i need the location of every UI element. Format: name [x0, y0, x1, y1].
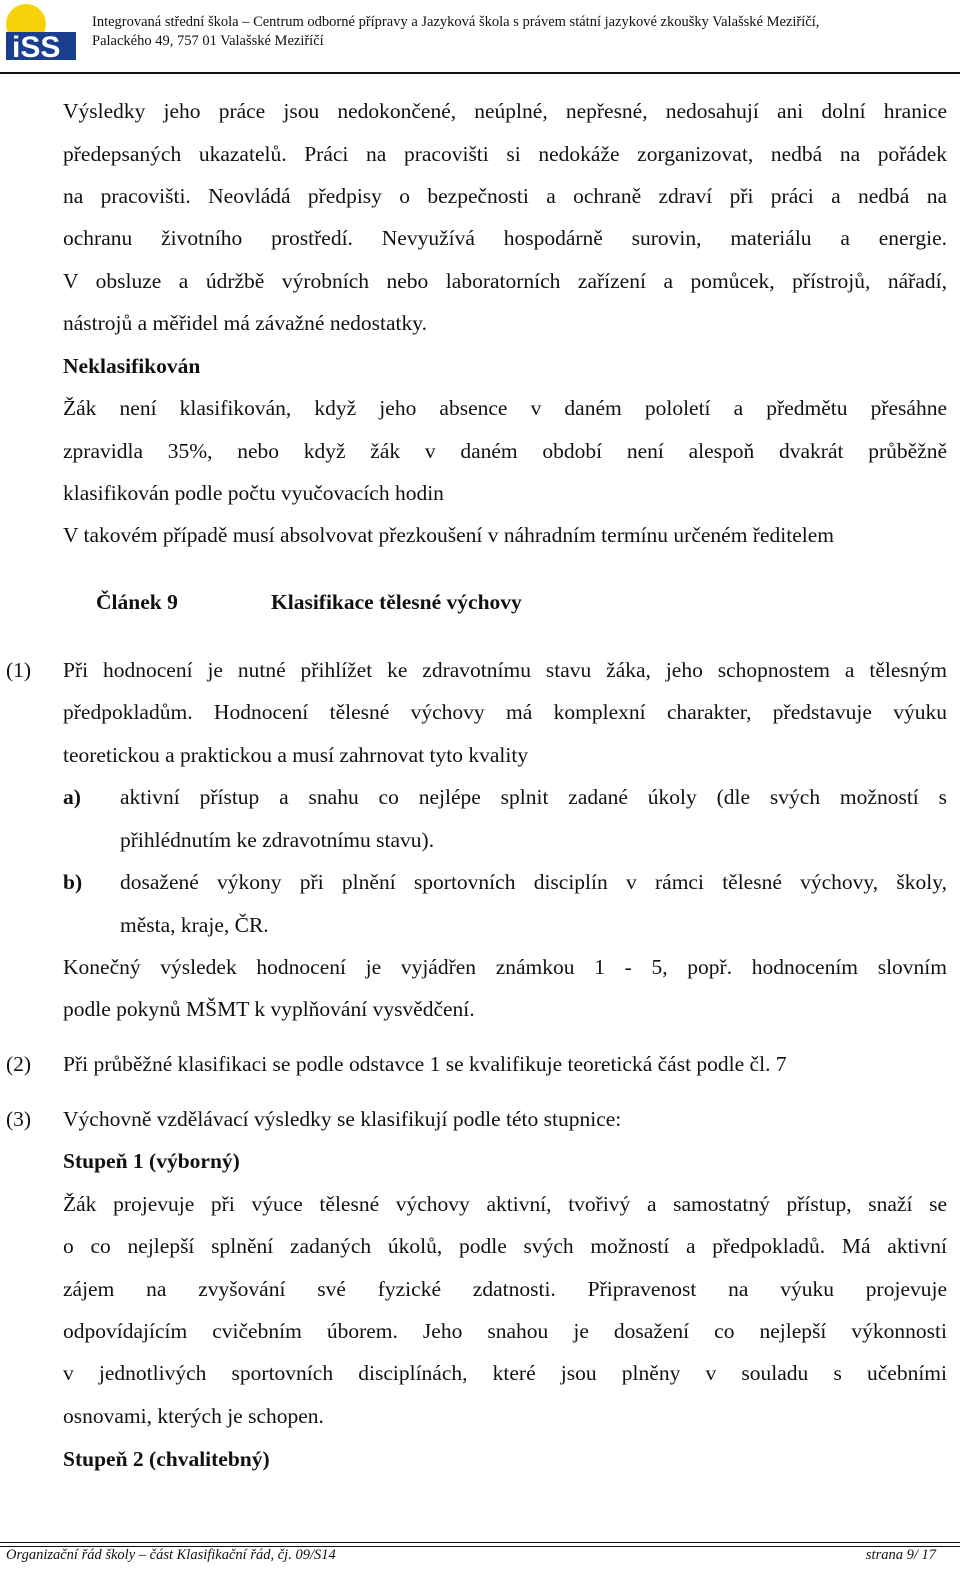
item-b-label: b) — [63, 870, 83, 894]
para-1-number: (1) — [6, 658, 32, 682]
svg-text:iSS: iSS — [12, 31, 61, 62]
article-title: Klasifikace tělesné výchovy — [271, 590, 522, 614]
para-1-line-1: Při hodnocení je nutné přihlížet ke zdravotnímu stavu žáka, jeho schopnostem a tělesným — [63, 658, 947, 682]
header-line-2: Palackého 49, 757 01 Valašské Meziříčí — [92, 33, 324, 49]
header-text — [92, 13, 952, 51]
grade-1-heading: Stupeň 1 (výborný) — [63, 1149, 240, 1173]
item-a-line-2: přihlédnutím ke zdravotnímu stavu). — [120, 828, 435, 852]
footer-divider — [0, 1542, 960, 1543]
footer-document-title: Organizační řád školy – část Klasifikační řád, čj. 09/S14 — [6, 1547, 336, 1563]
grade-1-line-2: o co nejlepší splnění zadaných úkolů, podle svých možností a předpokladů. Má aktivní — [63, 1234, 947, 1258]
grade-1-line-1: Žák projevuje při výuce tělesné výchovy aktivní, tvořivý a samostatný přístup, snaží se — [63, 1192, 947, 1216]
page-header — [0, 0, 960, 74]
item-b-line-1: dosažené výkony při plnění sportovních disciplín v rámci tělesné výchovy, školy, — [120, 870, 947, 894]
neklasifikovan-line-3: klasifikován podle počtu vyučovacích hodin — [63, 481, 444, 505]
para-1-final-line-2: podle pokynů MŠMT k vyplňování vysvědčení. — [63, 997, 475, 1021]
intro-line-3: na pracovišti. Neovládá předpisy o bezpečnosti a ochraně zdraví při práci a nedbá na — [63, 184, 947, 208]
para-3-number: (3) — [6, 1107, 32, 1131]
grade-1-line-6: osnovami, kterých je schopen. — [63, 1404, 324, 1428]
header-divider — [0, 72, 960, 74]
para-3-text: Výchovně vzdělávací výsledky se klasifikují podle této stupnice: — [63, 1107, 622, 1131]
intro-line-1: Výsledky jeho práce jsou nedokončené, neúplné, nepřesné, nedosahují ani dolní hranice — [63, 99, 947, 123]
grade-1-line-3: zájem na zvyšování své fyzické zdatnosti. Připravenost na výuku projevuje — [63, 1277, 947, 1301]
intro-line-2: předepsaných ukazatelů. Práci na pracovišti si nedokáže zorganizovat, nedbá na pořádek — [63, 142, 947, 166]
article-number: Článek 9 — [96, 590, 178, 614]
item-b-line-2: města, kraje, ČR. — [120, 913, 269, 937]
intro-line-6: nástrojů a měřidel má závažné nedostatky. — [63, 311, 427, 335]
grade-1-line-4: odpovídajícím cvičebním úborem. Jeho snahou je dosažení co nejlepší výkonnosti — [63, 1319, 947, 1343]
para-1-final-line-1: Konečný výsledek hodnocení je vyjádřen známkou 1 - 5, popř. hodnocením slovním — [63, 955, 947, 979]
para-1-line-2: předpokladům. Hodnocení tělesné výchovy má komplexní charakter, představuje výuku — [63, 700, 947, 724]
neklasifikovan-line-2: zpravidla 35%, nebo když žák v daném období není alespoň dvakrát průběžně — [63, 439, 947, 463]
intro-line-4: ochranu životního prostředí. Nevyužívá hospodárně surovin, materiálu a energie. — [63, 226, 947, 250]
footer-page-number: strana 9/ 17 — [865, 1547, 936, 1563]
neklasifikovan-heading: Neklasifikován — [63, 354, 201, 378]
item-a-line-1: aktivní přístup a snahu co nejlépe splnit zadané úkoly (dle svých možností s — [120, 785, 947, 809]
para-2-number: (2) — [6, 1052, 32, 1076]
item-a-label: a) — [63, 785, 81, 809]
intro-line-5: V obsluze a údržbě výrobních nebo laboratorních zařízení a pomůcek, přístrojů, nářadí, — [63, 269, 947, 293]
neklasifikovan-line-1: Žák není klasifikován, když jeho absence v daném pololetí a předmětu přesáhne — [63, 396, 947, 420]
grade-2-heading: Stupeň 2 (chvalitebný) — [63, 1447, 270, 1471]
neklasifikovan-line-4: V takovém případě musí absolvovat přezkoušení v náhradním termínu určeném ředitelem — [63, 523, 834, 547]
school-logo — [4, 2, 78, 62]
para-2-text: Při průběžné klasifikaci se podle odstavce 1 se kvalifikuje teoretická část podle čl. 7 — [63, 1052, 787, 1076]
header-line-1: Integrovaná střední škola – Centrum odborné přípravy a Jazyková škola s právem státní jazykové zkoušky Valašské Meziříčí, — [92, 14, 820, 30]
grade-1-line-5: v jednotlivých sportovních disciplínách, které jsou plněny v souladu s učebními — [63, 1361, 947, 1385]
para-1-line-3: teoretickou a praktickou a musí zahrnovat tyto kvality — [63, 743, 529, 767]
